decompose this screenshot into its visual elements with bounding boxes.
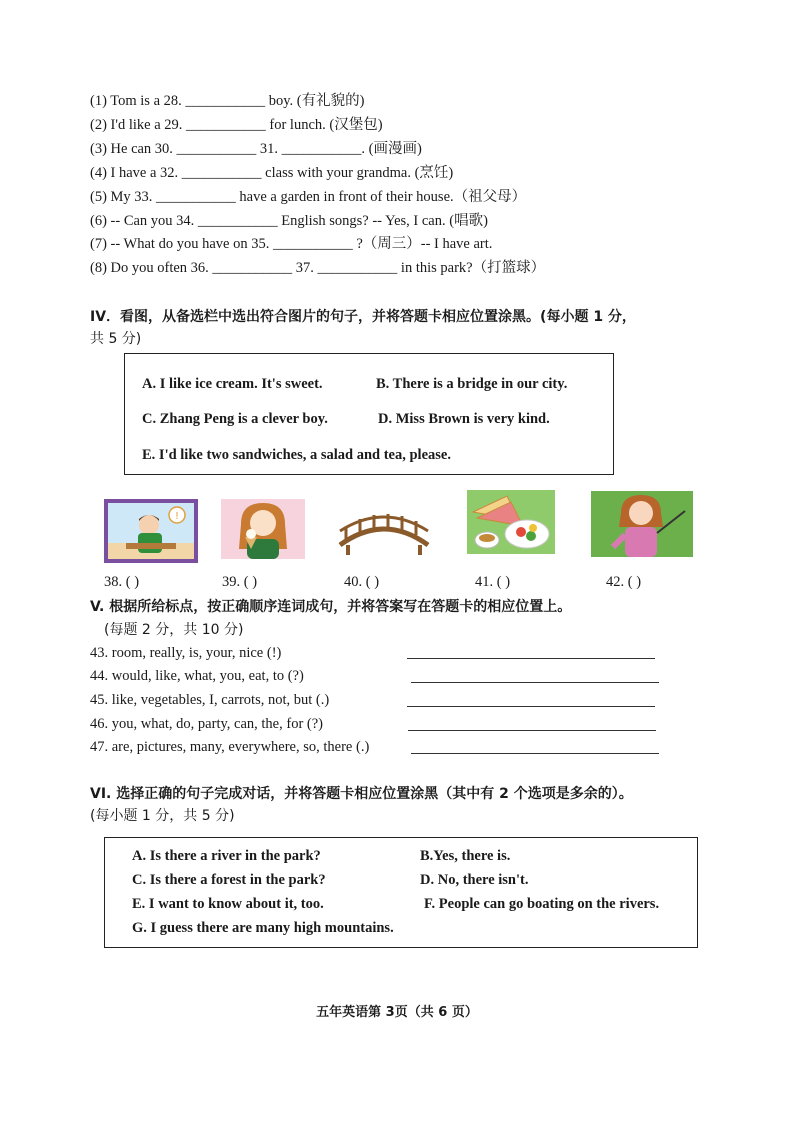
option-vi-d: D. No, there isn't. (420, 872, 529, 888)
answer-42[interactable]: 42. ( ) (606, 574, 642, 590)
fill-line-4: (4) I have a 32. ___________ class with your grandma. (烹饪) (90, 165, 454, 181)
fill-line-3: (3) He can 30. ___________ 31. ___________. (画漫画) (90, 141, 422, 157)
option-vi-a: A. Is there a river in the park? (132, 848, 321, 864)
reorder-item-45: 45. like, vegetables, I, carrots, not, but (.) (90, 692, 330, 708)
answer-38[interactable]: 38. ( ) (104, 574, 140, 590)
svg-text:!: ! (174, 511, 180, 522)
option-vi-g: G. I guess there are many high mountains. (132, 920, 394, 936)
answer-line-47[interactable] (411, 753, 659, 754)
fill-line-8: (8) Do you often 36. ___________ 37. ___________ in this park?（打篮球） (90, 260, 546, 276)
answer-39[interactable]: 39. ( ) (222, 574, 258, 590)
reorder-item-44: 44. would, like, what, you, eat, to (?) (90, 668, 304, 684)
section-v-heading: V. 根据所给标点，按正确顺序连词成句，并将答案写在答题卡的相应位置上。 (90, 599, 572, 615)
option-e: E. I'd like two sandwiches, a salad and tea, please. (142, 447, 451, 463)
fill-line-1: (1) Tom is a 28. ___________ boy. (有礼貌的) (90, 93, 365, 109)
option-vi-f: F. People can go boating on the rivers. (424, 896, 660, 912)
section-vi-heading: VI. 选择正确的句子完成对话，并将答题卡相应位置涂黑（其中有 2 个选项是多余的）。 (90, 786, 633, 802)
option-vi-b: B.Yes, there is. (420, 848, 511, 864)
options-box-vi (104, 837, 698, 948)
reorder-item-47: 47. are, pictures, many, everywhere, so, there (.) (90, 739, 370, 755)
section-iv-heading-cont: 共 5 分) (90, 331, 142, 347)
answer-line-45[interactable] (407, 706, 655, 707)
answer-line-43[interactable] (407, 658, 655, 659)
option-d: D. Miss Brown is very kind. (378, 411, 550, 427)
option-vi-c: C. Is there a forest in the park? (132, 872, 326, 888)
answer-line-44[interactable] (411, 682, 659, 683)
section-iv-heading: IV．看图，从备选栏中选出符合图片的句子，并将答题卡相应位置涂黑。(每小题 1 分， (90, 309, 636, 325)
fill-line-6: (6) -- Can you 34. ___________ English songs? -- Yes, I can. (唱歌) (90, 213, 488, 229)
section-vi-subheading: (每小题 1 分，共 5 分) (90, 808, 235, 824)
section-v-subheading: (每题 2 分，共 10 分) (104, 622, 244, 638)
option-vi-e: E. I want to know about it, too. (132, 896, 324, 912)
option-b: B. There is a bridge in our city. (376, 376, 568, 392)
fill-line-7: (7) -- What do you have on 35. ___________ ?（周三）-- I have art. (90, 236, 493, 252)
page-footer: 五年英语第 3页（共 6 页） (316, 1005, 478, 1020)
reorder-item-46: 46. you, what, do, party, can, the, for (?) (90, 716, 323, 732)
answer-40[interactable]: 40. ( ) (344, 574, 380, 590)
option-a: A. I like ice cream. It's sweet. (142, 376, 323, 392)
answer-line-46[interactable] (408, 730, 656, 731)
reorder-item-43: 43. room, really, is, your, nice (!) (90, 645, 282, 661)
bridge-icon (336, 509, 432, 555)
fill-line-2: (2) I'd like a 29. ___________ for lunch. (汉堡包) (90, 117, 383, 133)
teacher-pointing-icon (591, 491, 693, 557)
answer-41[interactable]: 41. ( ) (475, 574, 511, 590)
option-c: C. Zhang Peng is a clever boy. (142, 411, 328, 427)
sandwich-salad-tea-icon (467, 490, 555, 554)
girl-eating-ice-cream-icon (221, 499, 305, 559)
options-box-iv (124, 353, 614, 475)
boy-thinking-icon (104, 499, 198, 563)
fill-line-5: (5) My 33. ___________ have a garden in front of their house.（祖父母） (90, 189, 527, 205)
